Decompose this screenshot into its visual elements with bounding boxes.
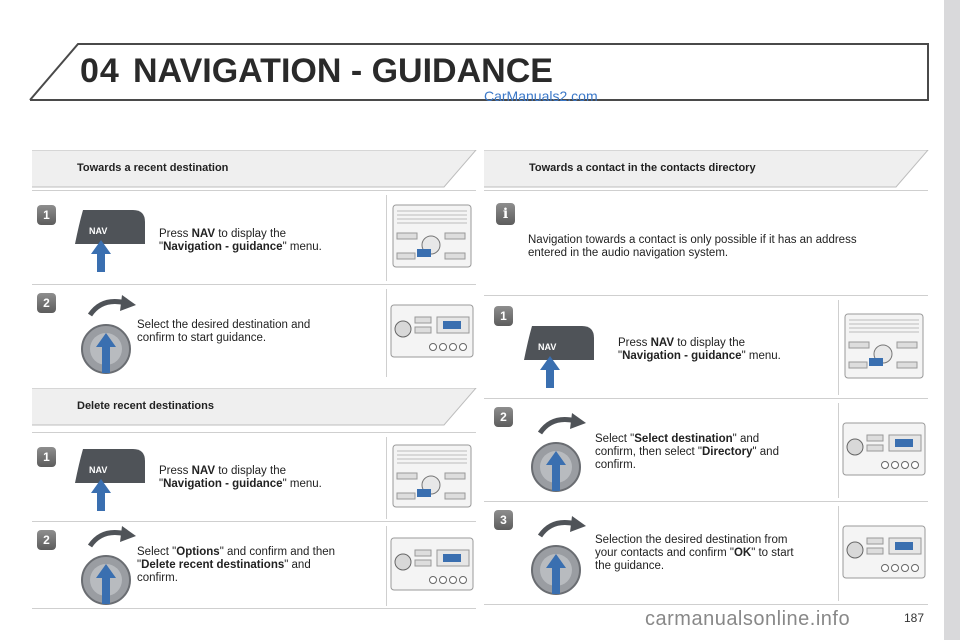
radio-control-illustration [838, 403, 928, 498]
section-header-delete [32, 388, 478, 426]
watermark-bottom: carmanualsonline.info [645, 608, 851, 630]
info-note: Navigation towards a contact is only possible if it has an address entered in the audio navigation system. [528, 234, 857, 259]
chapter-number: 04 [80, 52, 120, 90]
section-header-recent [32, 150, 478, 188]
section-title: Towards a contact in the contacts directory [529, 162, 756, 174]
step-instruction: Select "Options" and confirm and then "Delete recent destinations" and confirm. [137, 546, 336, 584]
step-number-badge: 1 [37, 447, 56, 467]
nav-button-label: NAV [538, 342, 557, 352]
step-number-badge: 1 [37, 205, 56, 225]
nav-button-press-icon [524, 322, 600, 392]
step-number-badge: 1 [494, 306, 513, 326]
step-instruction: Press NAV to display the "Navigation - guidance" menu. [159, 228, 322, 253]
step-number-badge: 2 [37, 530, 56, 550]
step-row [32, 521, 476, 609]
section-header-contacts [484, 150, 930, 188]
radio-front-illustration [838, 300, 928, 395]
nav-button-label: NAV [89, 465, 108, 475]
nav-button-press-icon [75, 445, 151, 515]
step-instruction: Select "Select destination" and confirm, then select "Directory" and confirm. [595, 433, 779, 471]
step-row [32, 190, 476, 284]
info-icon: i [496, 203, 515, 225]
rotary-knob-icon [526, 514, 596, 600]
step-instruction: Press NAV to display the "Navigation - guidance" menu. [159, 465, 322, 490]
chapter-title: NAVIGATION - GUIDANCE [133, 52, 553, 90]
step-instruction: Press NAV to display the "Navigation - guidance" menu. [618, 337, 781, 362]
section-title: Towards a recent destination [77, 162, 229, 174]
step-row [484, 501, 928, 605]
radio-control-illustration [386, 289, 476, 377]
step-instruction: Select the desired destination and confirm to start guidance. [137, 319, 311, 344]
step-number-badge: 3 [494, 510, 513, 530]
step-number-badge: 2 [494, 407, 513, 427]
nav-button-press-icon [75, 206, 151, 276]
step-row [484, 295, 928, 398]
step-row [32, 284, 476, 381]
nav-button-label: NAV [89, 226, 108, 236]
radio-control-illustration [386, 526, 476, 606]
watermark-top: CarManuals2.com [484, 88, 598, 104]
rotary-knob-icon [76, 293, 146, 379]
rotary-knob-icon [526, 411, 596, 497]
info-row [484, 190, 928, 295]
page-number: 187 [904, 611, 925, 625]
radio-control-illustration [838, 506, 928, 601]
rotary-knob-icon [76, 524, 146, 608]
step-row [32, 432, 476, 521]
radio-front-illustration [386, 437, 476, 519]
step-number-badge: 2 [37, 293, 56, 313]
step-row [484, 398, 928, 501]
section-title: Delete recent destinations [77, 400, 214, 412]
radio-front-illustration [386, 195, 476, 281]
step-instruction: Selection the desired destination from your contacts and confirm "OK" to start the guidance. [595, 534, 794, 572]
page-edge-strip [944, 0, 960, 640]
